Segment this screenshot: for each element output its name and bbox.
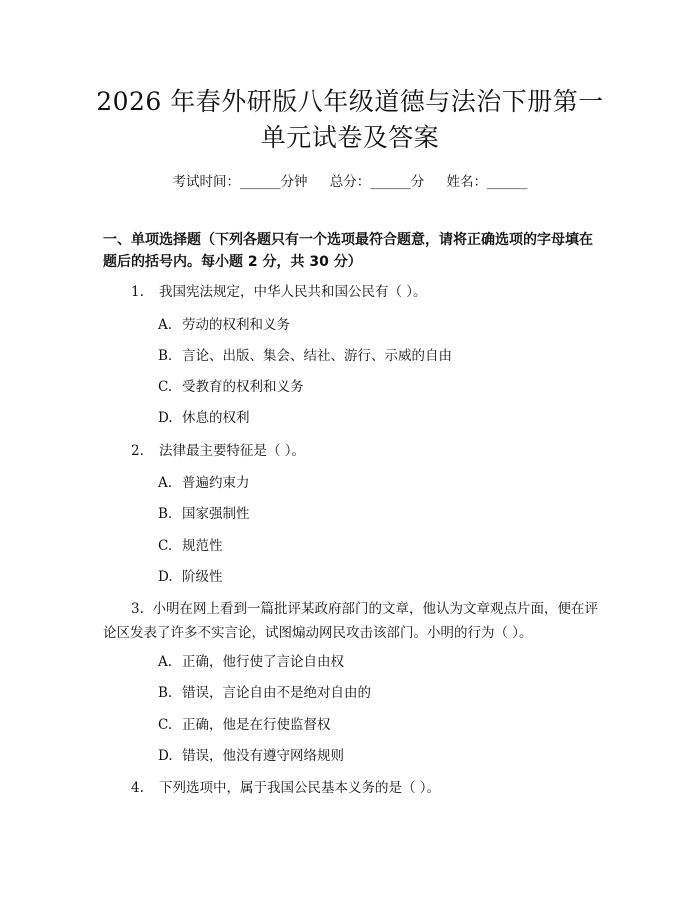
exam-info xyxy=(0,170,700,190)
question-number: 4. xyxy=(131,780,144,796)
option-text: 错误，言论自由不是绝对自由的 xyxy=(182,685,371,701)
question-2-option-b xyxy=(158,504,250,524)
option-text: 错误，他没有遵守网络规则 xyxy=(182,748,344,764)
question-3-option-a xyxy=(158,652,344,672)
section-header xyxy=(103,229,593,273)
option-letter: C. xyxy=(158,717,173,733)
question-number: 2. xyxy=(131,443,144,459)
question-3-option-b xyxy=(158,683,371,703)
option-text: 正确，他行使了言论自由权 xyxy=(182,654,344,670)
question-number: 3. xyxy=(131,601,144,617)
option-text: 规范性 xyxy=(182,538,223,554)
option-text: 正确，他是在行使监督权 xyxy=(182,717,331,733)
question-text: 法律最主要特征是（ ）。 xyxy=(159,443,306,459)
question-text: 我国宪法规定，中华人民共和国公民有（ ）。 xyxy=(159,284,427,300)
option-letter: B. xyxy=(158,685,173,701)
question-1-option-d xyxy=(158,408,250,428)
option-letter: A. xyxy=(158,654,173,670)
question-text-line2: 评论区发表了许多不实言论，试图煽动网民攻击该部门。小明的行为（ ）。 xyxy=(103,601,598,641)
question-1-option-a xyxy=(158,315,290,335)
option-letter: C. xyxy=(158,538,173,554)
question-text-line1: 小明在网上看到一篇批评某政府部门的文章，他认为文章观点片面，便在 xyxy=(152,601,585,617)
section-header-line1: 一、单项选择题（下列各题只有一个选项最符合题意，请将正确选项的字母填在 xyxy=(103,232,593,248)
question-2 xyxy=(131,441,305,461)
question-2-option-a xyxy=(158,473,250,493)
option-letter: D. xyxy=(158,748,173,764)
option-text: 阶级性 xyxy=(182,569,223,585)
option-text: 休息的权利 xyxy=(182,410,250,426)
question-1-option-b xyxy=(158,346,452,366)
question-3-option-d xyxy=(158,746,344,766)
option-letter: A. xyxy=(158,317,173,333)
option-letter: A. xyxy=(158,475,173,491)
question-3-option-c xyxy=(158,715,331,735)
option-letter: B. xyxy=(158,348,173,364)
page-title-line1: 2026 年春外研版八年级道德与法治下册第一 xyxy=(96,87,604,116)
option-text: 劳动的权利和义务 xyxy=(182,317,290,333)
option-text: 言论、出版、集会、结社、游行、示威的自由 xyxy=(182,348,452,364)
question-number: 1. xyxy=(131,284,144,300)
option-text: 普遍约束力 xyxy=(182,475,250,491)
section-header-line2: 题后的括号内。每小题 2 分，共 30 分） xyxy=(103,254,362,270)
exam-student-name: 姓名：______ xyxy=(446,174,528,190)
option-text: 国家强制性 xyxy=(182,506,250,522)
page-title-line2: 单元试卷及答案 xyxy=(260,123,440,152)
question-text: 下列选项中，属于我国公民基本义务的是（ ）。 xyxy=(159,780,441,796)
exam-time: 考试时间：______分钟 xyxy=(172,174,308,190)
option-text: 受教育的权利和义务 xyxy=(182,379,304,395)
question-3 xyxy=(103,597,598,645)
option-letter: B. xyxy=(158,506,173,522)
question-2-option-c xyxy=(158,536,223,556)
question-1 xyxy=(131,282,427,302)
exam-total-score: 总分：______分 xyxy=(329,174,425,190)
option-letter: D. xyxy=(158,410,173,426)
option-letter: D. xyxy=(158,569,173,585)
question-2-option-d xyxy=(158,567,223,587)
question-4 xyxy=(131,778,440,798)
option-letter: C. xyxy=(158,379,173,395)
question-1-option-c xyxy=(158,377,304,397)
